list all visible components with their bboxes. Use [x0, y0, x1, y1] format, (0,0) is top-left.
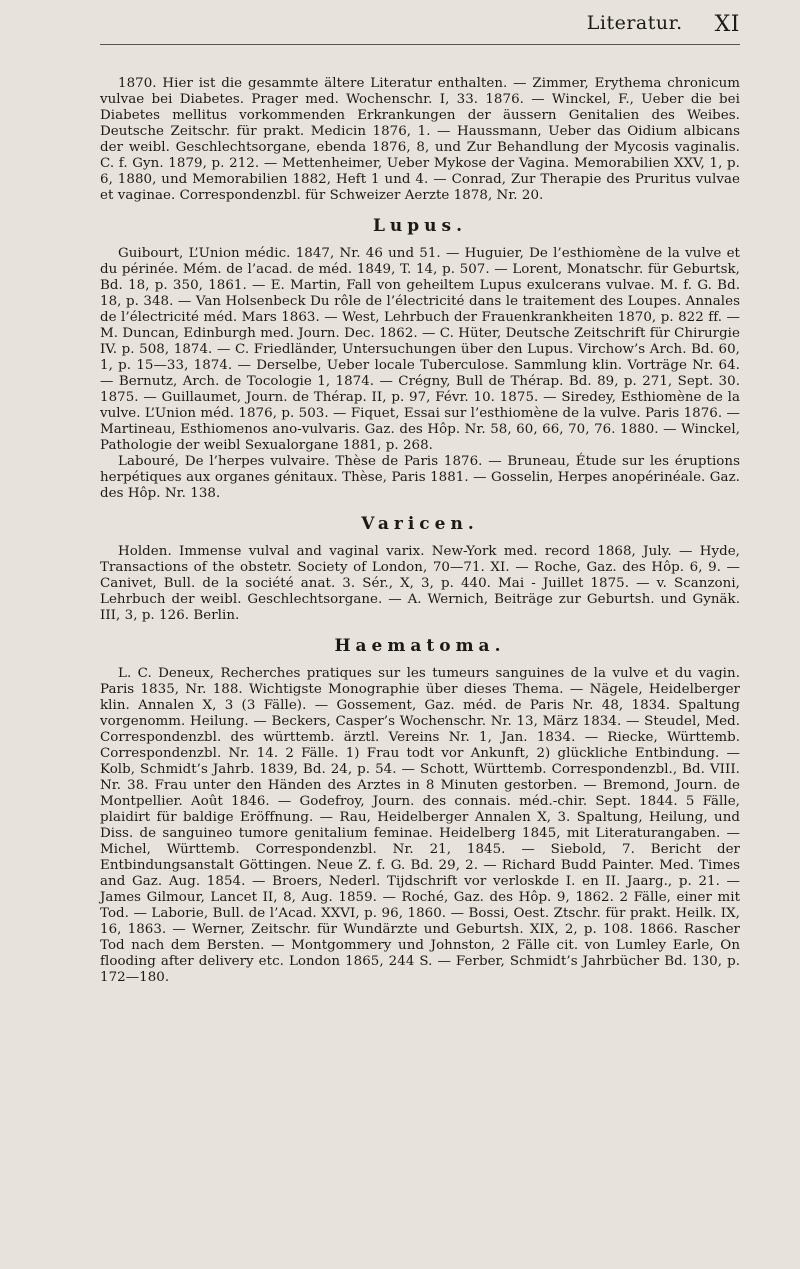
- reference-paragraph: Holden. Immense vulval and vaginal varix. New-York med. record 1868, July. — Hyde, Transactions of the obstetr. Society of London, 70—71. XI. — Roche, Gaz. des Hôp. 6, 9. — Canivet, Bull. de la société anat. 3. Sér., X, 3, p. 440. Mai - Juillet 1875. — v. Scanzoni, Lehrbuch der weibl. Geschlechtsorgane. — A. Wernich, Beiträge zur Geburtsh. und Gynäk. III, 3, p. 126. Berlin.: [100, 544, 740, 623]
- bibliography-body: [100, 76, 740, 986]
- running-title: Literatur.: [586, 12, 683, 34]
- running-header: [100, 12, 740, 37]
- reference-paragraph: L. C. Deneux, Recherches pratiques sur les tumeurs sanguines de la vulve et du vagin. Paris 1835, Nr. 188. Wichtigste Monographie über dieses Thema. — Nägele, Heidelberger klin. Annalen X, 3 (3 Fälle). — Gossement, Gaz. méd. de Paris Nr. 48, 1834. Spaltung vorgenomm. Heilung. — Beckers, Casper’s Wochenschr. Nr. 13, März 1834. — Steudel, Med. Correspondenzbl. des württemb. ärztl. Vereins Nr. 1, Jan. 1834. — Riecke, Württemb. Correspondenzbl. Nr. 14. 2 Fälle. 1) Frau todt vor Ankunft, 2) glückliche Entbindung. — Kolb, Schmidt’s Jahrb. 1839, Bd. 24, p. 54. — Schott, Württemb. Correspondenzbl., Bd. VIII. Nr. 38. Frau unter den Händen des Arztes in 8 Minuten gestorben. — Bremond, Journ. de Montpellier. Août 1846. — Godefroy, Journ. des connais. méd.-chir. Sept. 1844. 5 Fälle, plaidirt für baldige Eröffnung. — Rau, Heidelberger Annalen X, 3. Spaltung, Heilung, und Diss. de sanguineo tumore genitalium feminae. Heidelberg 1845, mit Literaturangaben. — Michel, Württemb. Correspondenzbl. Nr. 21, 1845. — Siebold, 7. Bericht der Entbindungsanstalt Göttingen. Neue Z. f. G. Bd. 29, 2. — Richard Budd Painter. Med. Times and Gaz. Aug. 1854. — Broers, Nederl. Tijdschrift vor verloskde I. en II. Jaarg., p. 21. — James Gilmour, Lancet II, 8, Aug. 1859. — Roché, Gaz. des Hôp. 9, 1862. 2 Fälle, einer mit Tod. — Laborie, Bull. de l’Acad. XXVI, p. 96, 1860. — Bossi, Oest. Ztschr. für prakt. Heilk. IX, 16, 1863. — Werner, Zeitschr. für Wundärzte und Geburtsh. XIX, 2, p. 108. 1866. Rascher Tod nach dem Bersten. — Montgommery und Johnston, 2 Fälle cit. von Lumley Earle, On flooding after delivery etc. London 1865, 244 S. — Ferber, Schmidt’s Jahrbücher Bd. 130, p. 172—180.: [100, 666, 740, 985]
- section-heading-haematoma: Haematoma.: [334, 636, 506, 656]
- reference-paragraph: 1870. Hier ist die gesammte ältere Literatur enthalten. — Zimmer, Erythema chronicum vulvae bei Diabetes. Prager med. Wochenschr. I, 33. 1876. — Winckel, F., Ueber die bei Diabetes mellitus vorkommenden Erkrankungen der äussern Genitalien des Weibes. Deutsche Zeitschr. für prakt. Medicin 1876, 1. — Haussmann, Ueber das Oidium albicans der weibl. Geschlechtsorgane, ebenda 1876, 8, und Zur Behandlung der Mycosis vaginalis. C. f. Gyn. 1879, p. 212. — Mettenheimer, Ueber Mykose der Vagina. Memorabilien XXV, 1, p. 6, 1880, und Memorabilien 1882, Heft 1 und 4. — Conrad, Zur Therapie des Pruritus vulvae et vaginae. Correspondenzbl. für Schweizer Aerzte 1878, Nr. 20.: [100, 76, 740, 203]
- section-heading-varicen: Varicen.: [361, 514, 479, 534]
- reference-paragraph: Labouré, De l’herpes vulvaire. Thèse de Paris 1876. — Bruneau, Étude sur les éruptions herpétiques aux organes génitaux. Thèse, Paris 1881. — Gosselin, Herpes anopérinéale. Gaz. des Hôp. Nr. 138.: [100, 454, 740, 501]
- header-rule: [100, 44, 740, 45]
- reference-paragraph: Guibourt, L’Union médic. 1847, Nr. 46 und 51. — Huguier, De l’esthiomène de la vulve et du périnée. Mém. de l’acad. de méd. 1849, T. 14, p. 507. — Lorent, Monatschr. für Geburtsk, Bd. 18, p. 350, 1861. — E. Martin, Fall von geheiltem Lupus exulcerans vulvae. M. f. G. Bd. 18, p. 348. — Van Holsenbeck Du rôle de l’électricité dans le traitement des Loupes. Annales de l’électricité méd. Mars 1863. — West, Lehrbuch der Frauenkrankheiten 1870, p. 822 ff. — M. Duncan, Edinburgh med. Journ. Dec. 1862. — C. Hüter, Deutsche Zeitschrift für Chirurgie IV. p. 508, 1874. — C. Friedländer, Untersuchungen über den Lupus. Virchow’s Arch. Bd. 60, 1, p. 15—33, 1874. — Derselbe, Ueber locale Tuberculose. Sammlung klin. Vorträge Nr. 64. — Bernutz, Arch. de Tocologie 1, 1874. — Crégny, Bull de Thérap. Bd. 89, p. 271, Sept. 30. 1875. — Guillaumet, Journ. de Thérap. II, p. 97, Févr. 10. 1875. — Siredey, Esthiomène de la vulve. L’Union méd. 1876, p. 503. — Fiquet, Essai sur l’esthiomène de la vulve. Paris 1876. — Martineau, Esthiomenos ano-vulvaris. Gaz. des Hôp. Nr. 58, 60, 66, 70, 76. 1880. — Winckel, Pathologie der weibl Sexualorgane 1881, p. 268.: [100, 246, 740, 453]
- section-heading-lupus: Lupus.: [372, 216, 468, 236]
- page-number: XI: [714, 12, 740, 37]
